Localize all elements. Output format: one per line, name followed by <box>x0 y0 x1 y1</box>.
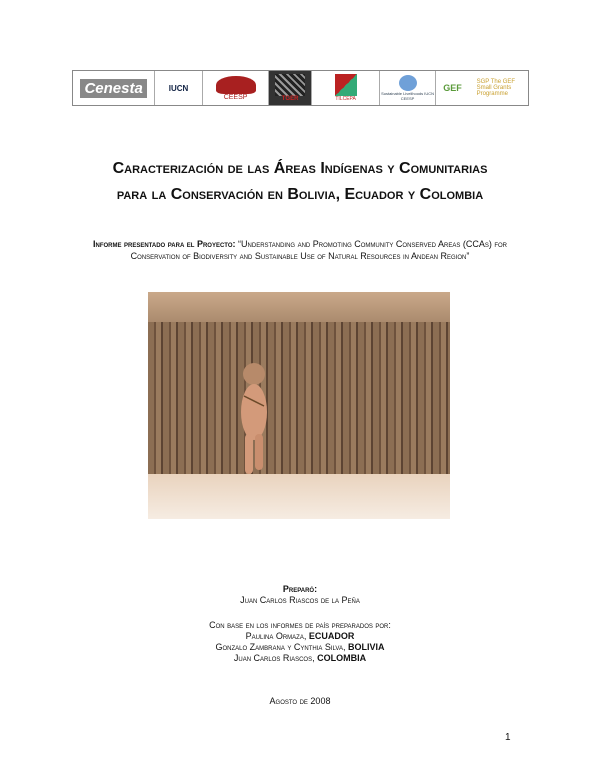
cenesta-logo: Cenesta <box>73 71 155 105</box>
project-subtitle <box>90 238 510 262</box>
author-country: ECUADOR <box>308 631 355 641</box>
prepared-label: Preparó: <box>282 584 318 594</box>
author-name: Juan Carlos Riascos, <box>233 653 315 663</box>
iucn-logo: IUCN <box>155 71 203 105</box>
child-figure <box>236 360 272 478</box>
based-on-text: Con base en los informes de país preparados por: <box>209 620 391 630</box>
report-date: Agosto de 2008 <box>269 696 331 706</box>
sustainable-livelihoods-logo: Sustainable Livelihoods IUCN CEESP <box>380 71 436 105</box>
tger-logo: TGER <box>269 71 312 105</box>
author-country: COLOMBIA <box>317 653 367 663</box>
tilcepa-logo: TILCEPA <box>312 71 380 105</box>
title-line-1: Caracterización de las Áreas Indígenas y Comunitarias <box>112 160 488 177</box>
subtitle-lead: Informe presentado para el Proyecto: <box>93 239 236 249</box>
author-line <box>150 642 450 653</box>
author-country: BOLIVIA <box>347 642 385 652</box>
page-number: 1 <box>505 732 511 743</box>
author-line <box>150 631 450 642</box>
cover-photo <box>148 292 450 519</box>
ceesp-logo: CEESP <box>203 71 269 105</box>
title-line-2: para la Conservación en Bolivia, Ecuador y Colombia <box>116 186 484 203</box>
author-line <box>150 653 450 664</box>
author-name: Paulina Ormaza, <box>245 631 307 641</box>
gef-sgp-logo: GEF SGP The GEF Small Grants Programme <box>443 79 516 97</box>
subtitle-text: “Understanding and Promoting Community Conserved Areas (CCAs) for Conservation of Biodiversity and Sustainable Use of Natural Resources in Andean Region” <box>130 239 507 261</box>
logo-banner <box>72 70 529 106</box>
author-name: Gonzalo Zambrana y Cynthia Silva, <box>215 642 346 652</box>
credits-block <box>150 584 450 664</box>
prepared-by: Juan Carlos Riascos de la Peña <box>240 595 360 605</box>
document-title <box>40 156 560 208</box>
